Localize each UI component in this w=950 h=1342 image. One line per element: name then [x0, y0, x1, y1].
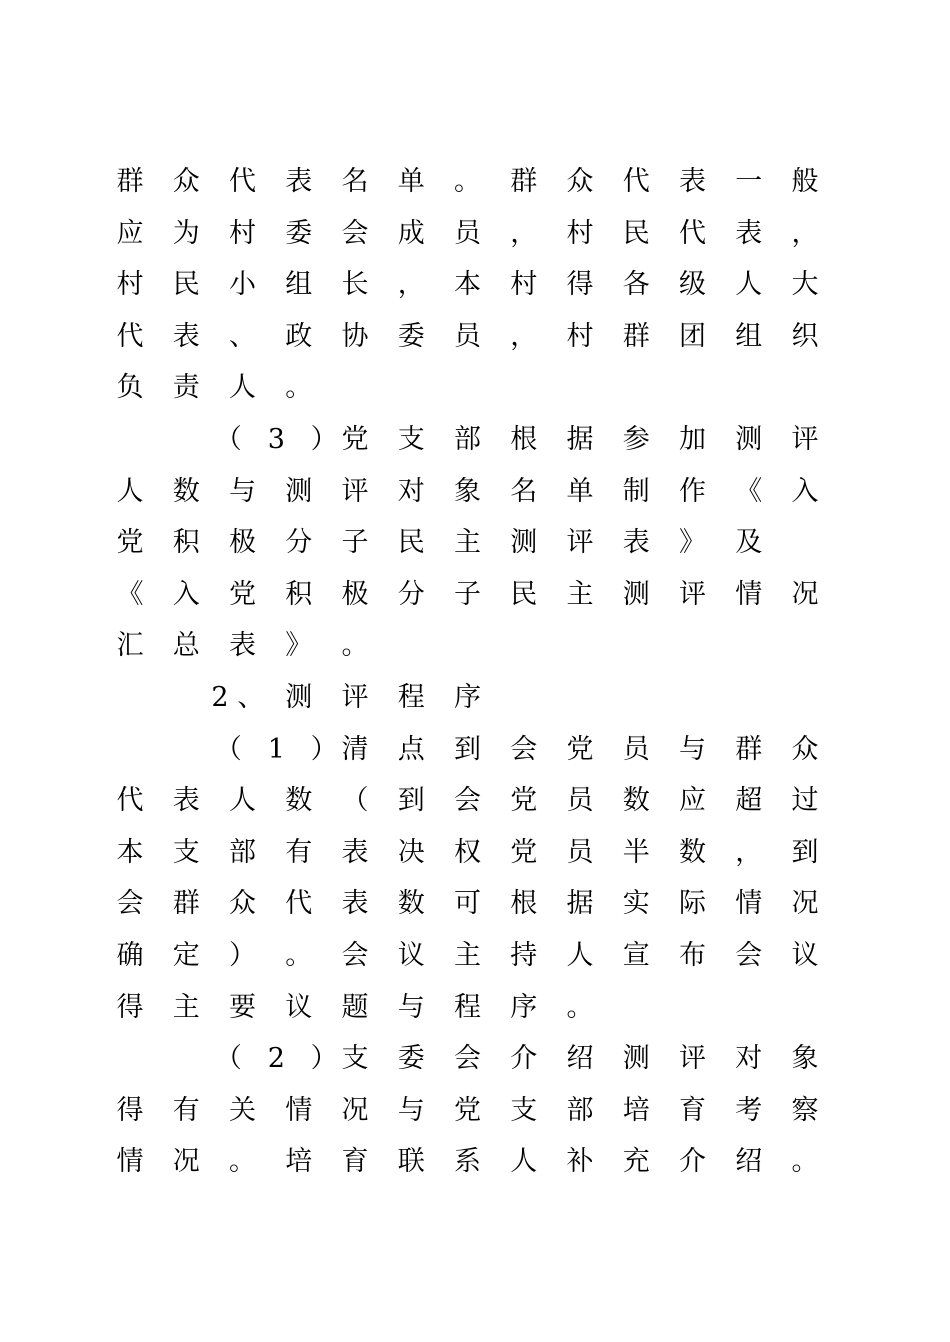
glyph: 与	[229, 475, 256, 507]
glyph: 组	[735, 320, 763, 352]
glyph: 培	[622, 1094, 650, 1126]
glyph: 议	[285, 991, 313, 1023]
glyph: 1	[267, 733, 285, 765]
glyph: 数	[285, 785, 313, 817]
glyph: 定	[172, 940, 200, 971]
glyph: 村	[566, 217, 594, 249]
glyph: 评	[679, 578, 706, 610]
glyph: 子	[454, 578, 481, 610]
glyph: 可	[454, 888, 481, 920]
glyph: 测	[285, 475, 313, 507]
glyph: 村	[510, 269, 538, 301]
glyph: 。	[285, 940, 313, 971]
glyph: 表	[622, 527, 650, 559]
glyph: 序	[510, 991, 538, 1023]
glyph: 党	[341, 424, 369, 455]
glyph: 员	[622, 733, 650, 765]
glyph: 序	[454, 682, 481, 713]
glyph: 超	[735, 785, 763, 817]
glyph: 组	[285, 269, 313, 301]
glyph: 人	[510, 1146, 538, 1178]
glyph: 会	[454, 1043, 481, 1075]
text-line	[0, 936, 950, 976]
glyph: 参	[622, 424, 650, 455]
glyph: 测	[622, 1043, 650, 1075]
glyph: 过	[791, 785, 819, 817]
glyph: 部	[229, 836, 256, 868]
glyph: 3	[267, 424, 285, 455]
glyph: 到	[791, 836, 819, 868]
glyph: 本	[116, 836, 144, 868]
glyph: 党	[116, 527, 144, 559]
glyph: 制	[622, 475, 650, 507]
glyph: 系	[454, 1146, 481, 1178]
glyph: 民	[510, 578, 538, 610]
glyph: 群	[116, 166, 144, 197]
glyph: 各	[622, 269, 650, 301]
glyph: 据	[566, 888, 594, 920]
glyph: 况	[341, 1094, 369, 1126]
glyph: 党	[454, 1094, 481, 1126]
glyph: 主	[172, 991, 200, 1023]
glyph: 情	[116, 1146, 144, 1178]
glyph: 代	[679, 217, 706, 249]
glyph: 表	[341, 836, 369, 868]
glyph: 应	[679, 785, 706, 817]
glyph: 根	[510, 424, 538, 455]
glyph: 会	[735, 940, 763, 971]
glyph: 员	[566, 836, 594, 868]
glyph: 分	[285, 527, 313, 559]
glyph: 。	[285, 372, 313, 404]
glyph: 。	[454, 166, 481, 197]
glyph: 清	[341, 733, 369, 765]
text-line	[0, 265, 950, 305]
glyph: 众	[172, 166, 200, 197]
glyph: 培	[285, 1146, 313, 1178]
glyph: 评	[341, 682, 369, 713]
glyph: 与	[397, 1094, 425, 1126]
text-line	[0, 988, 950, 1028]
glyph: 党	[229, 578, 256, 610]
glyph: 作	[679, 475, 706, 507]
glyph: 测	[735, 424, 763, 455]
glyph: 。	[566, 991, 594, 1023]
glyph: 众	[791, 733, 819, 765]
glyph: 党	[510, 785, 538, 817]
glyph: 子	[341, 527, 369, 559]
glyph: 代	[285, 888, 313, 920]
glyph: 级	[679, 269, 706, 301]
glyph: 议	[791, 940, 819, 971]
text-line	[0, 472, 950, 512]
glyph: 议	[397, 940, 425, 971]
glyph: ，	[735, 836, 763, 868]
glyph: 2	[211, 682, 229, 713]
glyph: 表	[229, 630, 256, 662]
glyph: 总	[172, 630, 200, 662]
glyph: 到	[397, 785, 425, 817]
glyph: 实	[622, 888, 650, 920]
glyph: 数	[622, 785, 650, 817]
text-line	[0, 626, 950, 666]
glyph: 对	[397, 475, 425, 507]
glyph: 群	[622, 320, 650, 352]
glyph: 绍	[735, 1146, 763, 1178]
text-line	[0, 1091, 950, 1131]
glyph: （	[214, 1043, 242, 1075]
glyph: 。	[229, 1146, 256, 1178]
glyph: 群	[510, 166, 538, 197]
glyph: 程	[397, 682, 425, 713]
glyph: 一	[735, 166, 763, 197]
glyph: 会	[510, 733, 538, 765]
glyph: 宣	[622, 940, 650, 971]
glyph: 群	[172, 888, 200, 920]
glyph: 名	[341, 166, 369, 197]
glyph: 布	[679, 940, 706, 971]
glyph: 表	[172, 785, 200, 817]
text-line	[0, 214, 950, 254]
glyph: 表	[341, 888, 369, 920]
glyph: 题	[341, 991, 369, 1023]
glyph: 测	[622, 578, 650, 610]
glyph: 主	[454, 940, 481, 971]
glyph: 表	[679, 166, 706, 197]
glyph: 名	[510, 475, 538, 507]
glyph: 主	[566, 578, 594, 610]
text-line	[0, 1039, 950, 1079]
glyph: 部	[566, 1094, 594, 1126]
text-line	[0, 1142, 950, 1182]
glyph: 委	[397, 320, 425, 352]
glyph: 般	[791, 166, 819, 197]
glyph: 为	[172, 217, 200, 249]
text-line	[0, 781, 950, 821]
glyph: 情	[735, 888, 763, 920]
glyph: 确	[116, 940, 144, 971]
glyph: 与	[679, 733, 706, 765]
glyph: ，	[791, 217, 819, 249]
glyph: 积	[172, 527, 200, 559]
glyph: 对	[735, 1043, 763, 1075]
glyph: 》	[679, 527, 706, 559]
glyph: ）	[310, 733, 338, 765]
glyph: 象	[454, 475, 481, 507]
glyph: 委	[397, 1043, 425, 1075]
glyph: 大	[791, 269, 819, 301]
glyph: 况	[791, 888, 819, 920]
glyph: 表	[735, 217, 763, 249]
glyph: 入	[172, 578, 200, 610]
glyph: 要	[229, 991, 256, 1023]
glyph: 》	[285, 630, 313, 662]
glyph: 根	[510, 888, 538, 920]
glyph: 织	[791, 320, 819, 352]
glyph: 况	[172, 1146, 200, 1178]
glyph: 群	[735, 733, 763, 765]
text-line	[0, 575, 950, 615]
glyph: 员	[454, 320, 481, 352]
glyph: 点	[397, 733, 425, 765]
glyph: 成	[397, 217, 425, 249]
glyph: 得	[116, 991, 144, 1023]
glyph: 数	[172, 475, 200, 507]
glyph: 协	[341, 320, 369, 352]
glyph: 极	[341, 578, 369, 610]
glyph: 极	[229, 527, 256, 559]
glyph: 长	[341, 269, 369, 301]
glyph: ）	[310, 1043, 338, 1075]
glyph: （	[214, 733, 242, 765]
glyph: （	[341, 785, 369, 817]
glyph: 表	[172, 320, 200, 352]
glyph: 。	[791, 1146, 819, 1178]
glyph: 会	[341, 940, 369, 971]
glyph: ）	[229, 940, 256, 971]
glyph: 测	[285, 682, 313, 713]
glyph: 责	[172, 372, 200, 404]
glyph: 得	[116, 1094, 144, 1126]
glyph: 介	[679, 1146, 706, 1178]
text-line	[0, 317, 950, 357]
text-line	[0, 730, 950, 770]
glyph: 党	[510, 836, 538, 868]
glyph: 主	[454, 527, 481, 559]
glyph: 决	[397, 836, 425, 868]
glyph: 象	[791, 1043, 819, 1075]
glyph: 支	[172, 836, 200, 868]
glyph: ，	[397, 269, 425, 301]
glyph: 考	[735, 1094, 763, 1126]
glyph: 代	[229, 166, 256, 197]
glyph: 单	[397, 166, 425, 197]
glyph: 支	[397, 424, 425, 455]
text-line	[0, 162, 950, 202]
glyph: 代	[622, 166, 650, 197]
glyph: 支	[510, 1094, 538, 1126]
glyph: 团	[679, 320, 706, 352]
section-heading-text	[0, 678, 950, 718]
text-line	[0, 368, 950, 408]
text-line	[0, 420, 950, 460]
text-line	[0, 833, 950, 873]
glyph: 民	[172, 269, 200, 301]
glyph: 本	[454, 269, 481, 301]
glyph: 际	[679, 888, 706, 920]
glyph: 人	[229, 372, 256, 404]
glyph: 有	[285, 836, 313, 868]
glyph: ）	[310, 424, 338, 455]
glyph: 人	[566, 940, 594, 971]
glyph: 分	[397, 578, 425, 610]
glyph: 到	[454, 733, 481, 765]
text-line	[0, 884, 950, 924]
glyph: ，	[510, 320, 538, 352]
glyph: 半	[622, 836, 650, 868]
glyph: 。	[341, 630, 369, 662]
glyph: 会	[454, 785, 481, 817]
glyph: 民	[397, 527, 425, 559]
glyph: 部	[454, 424, 481, 455]
glyph: 、	[237, 682, 265, 713]
glyph: 政	[285, 320, 313, 352]
glyph: 与	[397, 991, 425, 1023]
glyph: 2	[267, 1043, 285, 1075]
glyph: 得	[566, 269, 594, 301]
glyph: 入	[791, 475, 819, 507]
glyph: 民	[622, 217, 650, 249]
glyph: 人	[116, 475, 144, 507]
glyph: 众	[229, 888, 256, 920]
glyph: 评	[791, 424, 819, 455]
glyph: 村	[229, 217, 256, 249]
glyph: 员	[566, 785, 594, 817]
glyph: 育	[341, 1146, 369, 1178]
glyph: 关	[229, 1094, 256, 1126]
glyph: 据	[566, 424, 594, 455]
glyph: 人	[229, 785, 256, 817]
glyph: 村	[116, 269, 144, 301]
glyph: 察	[791, 1094, 819, 1126]
glyph: 补	[566, 1146, 594, 1178]
glyph: 《	[735, 475, 763, 507]
glyph: 会	[116, 888, 144, 920]
glyph: 负	[116, 372, 144, 404]
glyph: 有	[172, 1094, 200, 1126]
glyph: 员	[454, 217, 481, 249]
glyph: 绍	[566, 1043, 594, 1075]
glyph: 人	[735, 269, 763, 301]
text-line	[0, 523, 950, 563]
glyph: 情	[735, 578, 763, 610]
glyph: 权	[454, 836, 481, 868]
glyph: 育	[679, 1094, 706, 1126]
glyph: 持	[510, 940, 538, 971]
glyph: 充	[622, 1146, 650, 1178]
glyph: 及	[735, 527, 763, 559]
glyph: 党	[566, 733, 594, 765]
glyph: 联	[397, 1146, 425, 1178]
glyph: 众	[566, 166, 594, 197]
glyph: 《	[116, 578, 144, 610]
glyph: 会	[341, 217, 369, 249]
glyph: 情	[285, 1094, 313, 1126]
glyph: 评	[341, 475, 369, 507]
glyph: 数	[397, 888, 425, 920]
glyph: 委	[285, 217, 313, 249]
glyph: （	[214, 424, 242, 455]
glyph: 积	[285, 578, 313, 610]
glyph: 况	[791, 578, 819, 610]
glyph: 评	[679, 1043, 706, 1075]
glyph: 小	[229, 269, 256, 301]
glyph: 支	[341, 1043, 369, 1075]
glyph: ，	[510, 217, 538, 249]
glyph: 数	[679, 836, 706, 868]
glyph: 加	[679, 424, 706, 455]
glyph: 单	[566, 475, 594, 507]
glyph: 村	[566, 320, 594, 352]
glyph: 表	[285, 166, 313, 197]
glyph: 测	[510, 527, 538, 559]
glyph: 评	[566, 527, 594, 559]
glyph: 介	[510, 1043, 538, 1075]
glyph: 代	[116, 320, 144, 352]
glyph: 代	[116, 785, 144, 817]
glyph: 程	[454, 991, 481, 1023]
glyph: 汇	[116, 630, 144, 662]
glyph: 应	[116, 217, 144, 249]
glyph: 、	[229, 320, 256, 352]
